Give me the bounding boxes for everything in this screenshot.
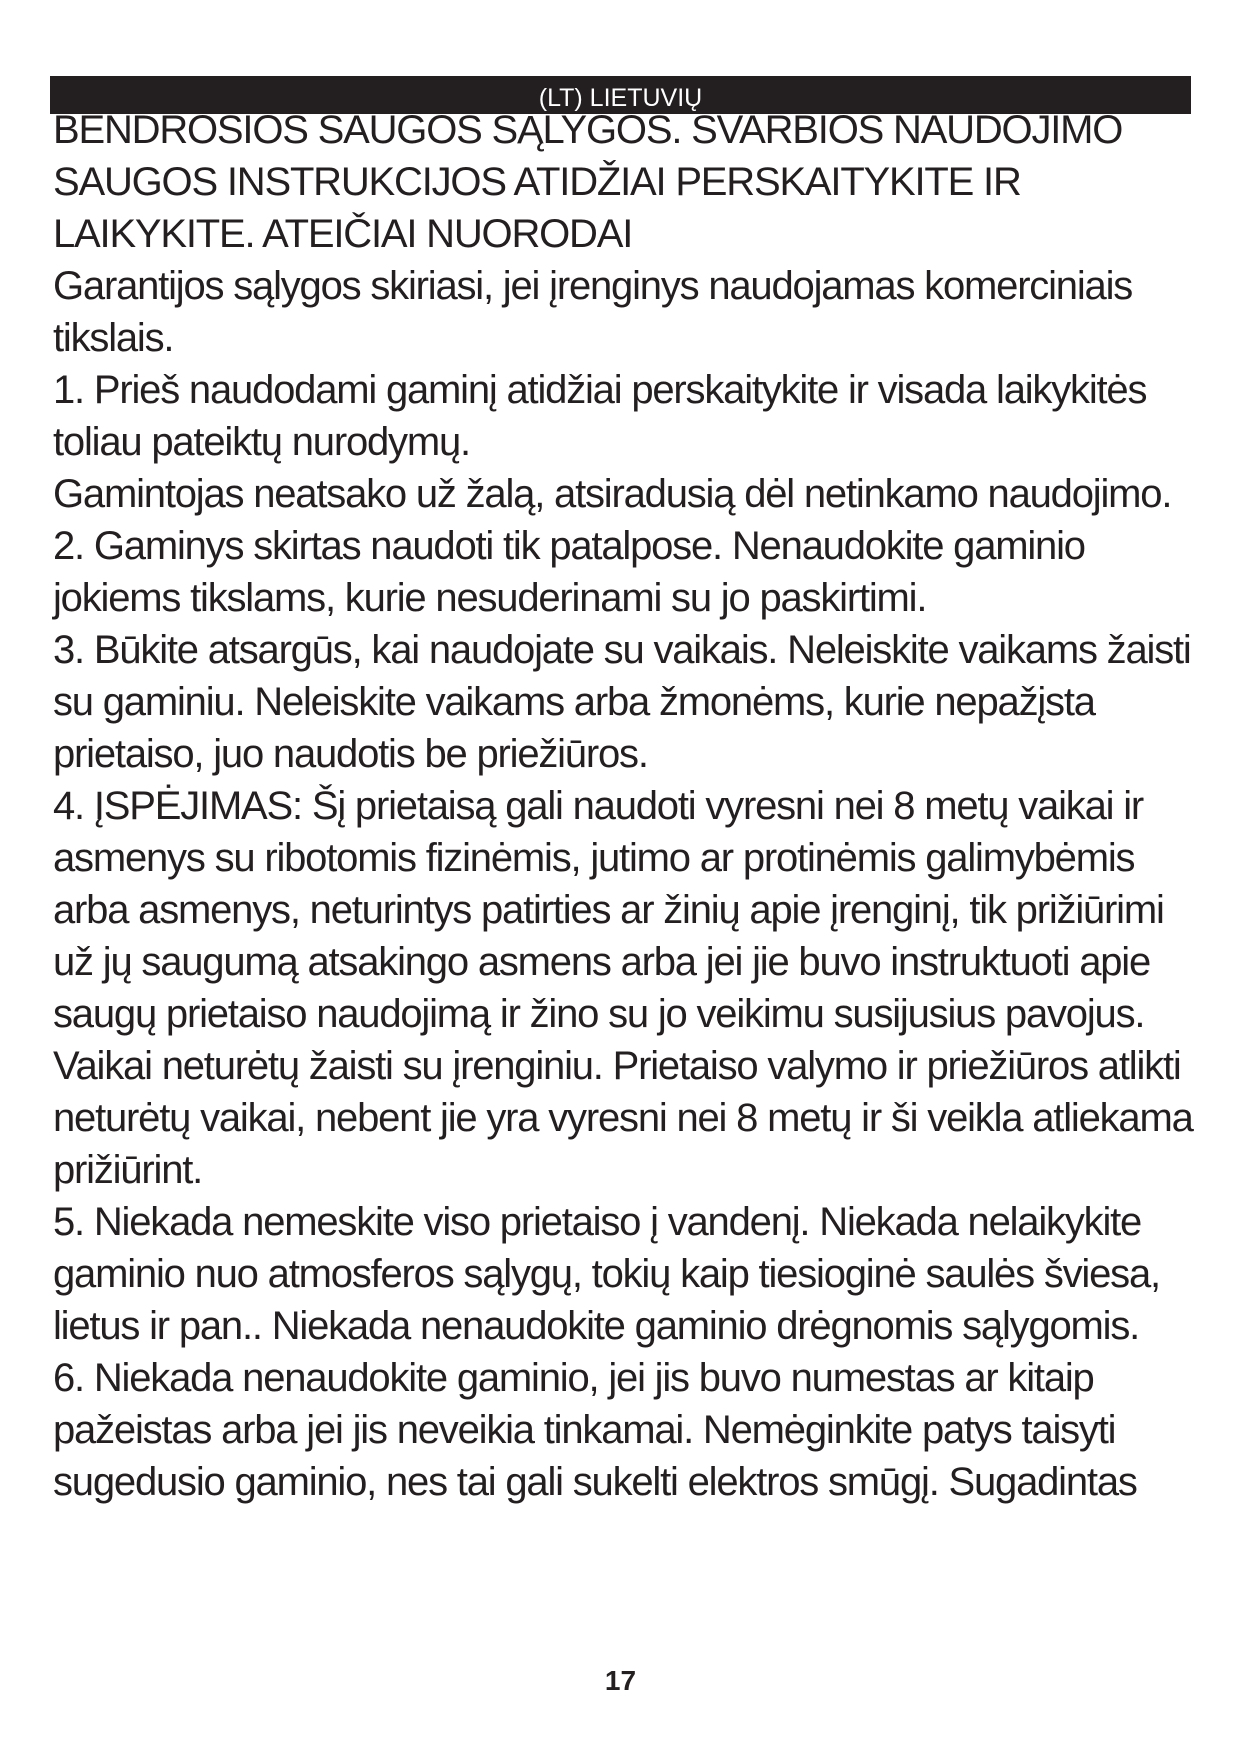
- paragraph-item-4: 4. ĮSPĖJIMAS: Šį prietaisą gali naudoti vyresni nei 8 metų vaikai ir asmenys su ribotomis fizinėmis, jutimo ar protinėmis galimybėmis arba asmenys, neturintys patirties ar žinių apie įrenginį, tik prižiūrimi už jų saugumą atsakingo asmens arba jei jie buvo instruktuoti apie saugų prietaiso naudojimą ir žino su jo veikimu susijusius pavojus. Vaikai neturėtų žaisti su įrenginiu. Prietaiso valymo ir priežiūros atlikti neturėtų vaikai, nebent jie yra vyresni nei 8 metų ir ši veikla atliekama prižiūrint.: [53, 784, 1193, 1192]
- paragraph-item-2: 2. Gaminys skirtas naudoti tik patalpose. Nenaudokite gaminio jokiems tikslams, kurie nesuderinami su jo paskirtimi.: [53, 524, 1085, 620]
- section-title: BENDROSIOS SAUGOS SĄLYGOS. SVARBIOS NAUDOJIMO SAUGOS INSTRUKCIJOS ATIDŽIAI PERSKAITYKITE IR LAIKYKITE. ATEIČIAI NUORODAI: [53, 108, 1123, 256]
- paragraph-item-1: 1. Prieš naudodami gaminį atidžiai perskaitykite ir visada laikykitės toliau pateiktų nurodymų.: [53, 368, 1147, 464]
- paragraph-liability: Gamintojas neatsako už žalą, atsiradusią dėl netinkamo naudojimo.: [53, 472, 1172, 516]
- document-body: [53, 104, 1203, 1508]
- paragraph-item-3: 3. Būkite atsargūs, kai naudojate su vaikais. Neleiskite vaikams žaisti su gaminiu. Neleiskite vaikams arba žmonėms, kurie nepažįsta prietaiso, juo naudotis be priežiūros.: [53, 628, 1191, 776]
- paragraph-item-6: 6. Niekada nenaudokite gaminio, jei jis buvo numestas ar kitaip pažeistas arba jei jis neveikia tinkamai. Nemėginkite patys taisyti sugedusio gaminio, nes tai gali sukelti elektros smūgį. Sugadintas: [53, 1356, 1137, 1504]
- language-label: (LT) LIETUVIŲ: [538, 84, 703, 112]
- page-number: 17: [604, 1665, 637, 1696]
- paragraph-item-5: 5. Niekada nemeskite viso prietaiso į vandenį. Niekada nelaikykite gaminio nuo atmosferos sąlygų, tokių kaip tiesioginė saulės šviesa, lietus ir pan.. Niekada nenaudokite gaminio drėgnomis sąlygomis.: [53, 1200, 1160, 1348]
- paragraph-warranty: Garantijos sąlygos skiriasi, jei įrenginys naudojamas komerciniais tikslais.: [53, 264, 1133, 360]
